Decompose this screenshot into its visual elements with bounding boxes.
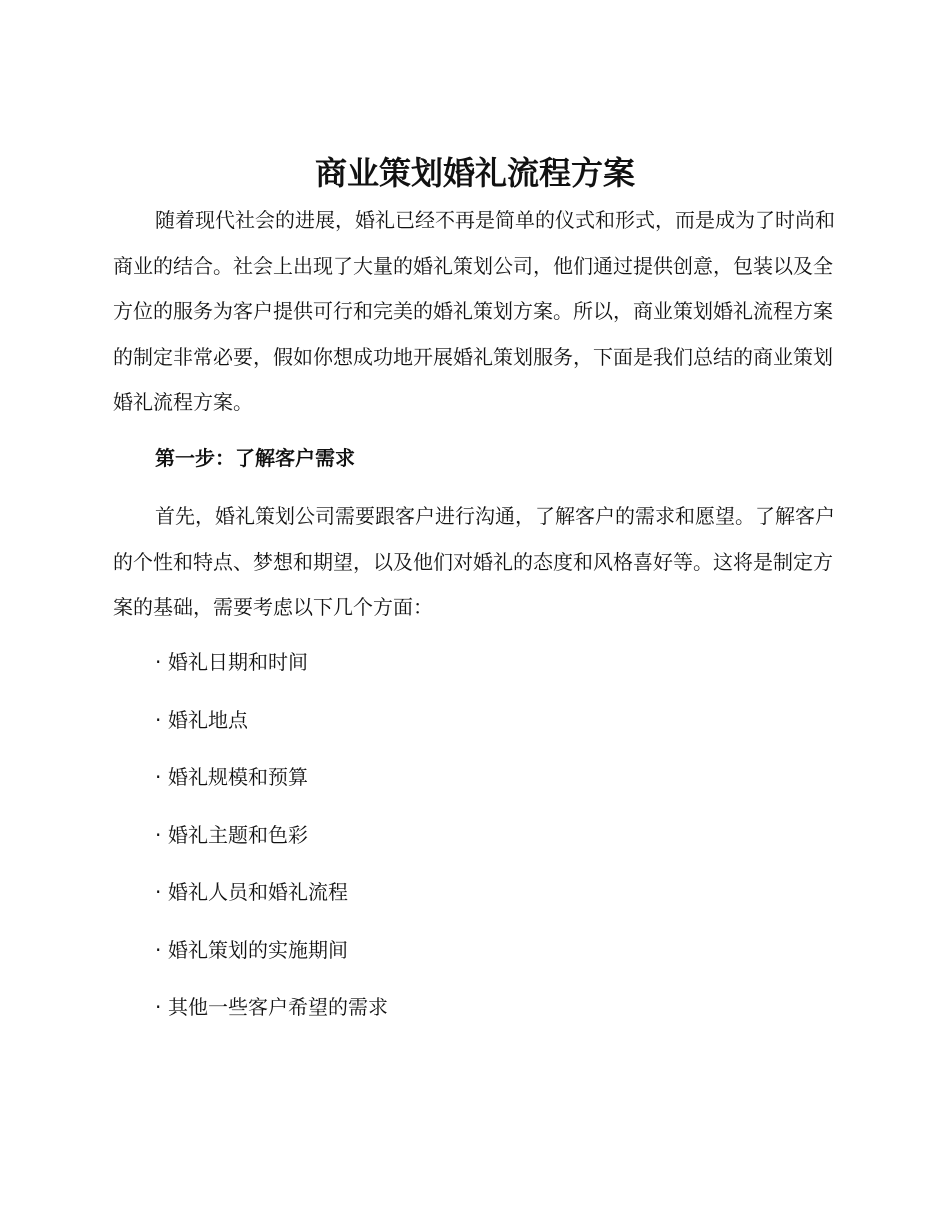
- list-item: [155, 755, 388, 813]
- step1-body: 首先，婚礼策划公司需要跟客户进行沟通，了解客户的需求和愿望。了解客户的个性和特点、梦想和期望，以及他们对婚礼的态度和风格喜好等。这将是制定方案的基础，需要考虑以下几个方面：: [113, 504, 835, 619]
- document-title: 商业策划婚礼流程方案: [314, 154, 635, 192]
- list-item: [155, 870, 388, 928]
- list-item-text: 婚礼人员和婚礼流程: [168, 880, 348, 904]
- list-item-text: 婚礼地点: [168, 707, 248, 732]
- intro-paragraph: 随着现代社会的进展，婚礼已经不再是简单的仪式和形式，而是成为了时尚和商业的结合。社会上出现了大量的婚礼策划公司，他们通过提供创意，包装以及全方位的服务为客户提供可行和完美的婚礼策划方案。所以，商业策划婚礼流程方案的制定非常必要，假如你想成功地开展婚礼策划服务，下面是我们总结的商业策划婚礼流程方案。: [113, 208, 835, 414]
- list-item-text: 婚礼日期和时间: [168, 650, 308, 674]
- list-item-text: 婚礼规模和预算: [168, 765, 308, 789]
- list-item: [155, 640, 388, 698]
- list-item-text: 其他一些客户希望的需求: [168, 995, 388, 1019]
- list-item: [155, 698, 388, 756]
- bullet-dot-icon: ·: [155, 765, 162, 789]
- bullet-dot-icon: ·: [155, 995, 162, 1019]
- bullet-dot-icon: ·: [155, 937, 162, 962]
- bullet-dot-icon: ·: [155, 650, 162, 674]
- step1-heading: 第一步：了解客户需求: [155, 446, 355, 470]
- list-item: [155, 985, 388, 1043]
- list-item: [155, 928, 388, 986]
- requirements-list: [155, 640, 388, 1043]
- bullet-dot-icon: ·: [155, 707, 162, 732]
- list-item: [155, 813, 388, 871]
- list-item-text: 婚礼主题和色彩: [168, 822, 308, 847]
- list-item-text: 婚礼策划的实施期间: [168, 937, 348, 962]
- bullet-dot-icon: ·: [155, 822, 162, 847]
- bullet-dot-icon: ·: [155, 880, 162, 904]
